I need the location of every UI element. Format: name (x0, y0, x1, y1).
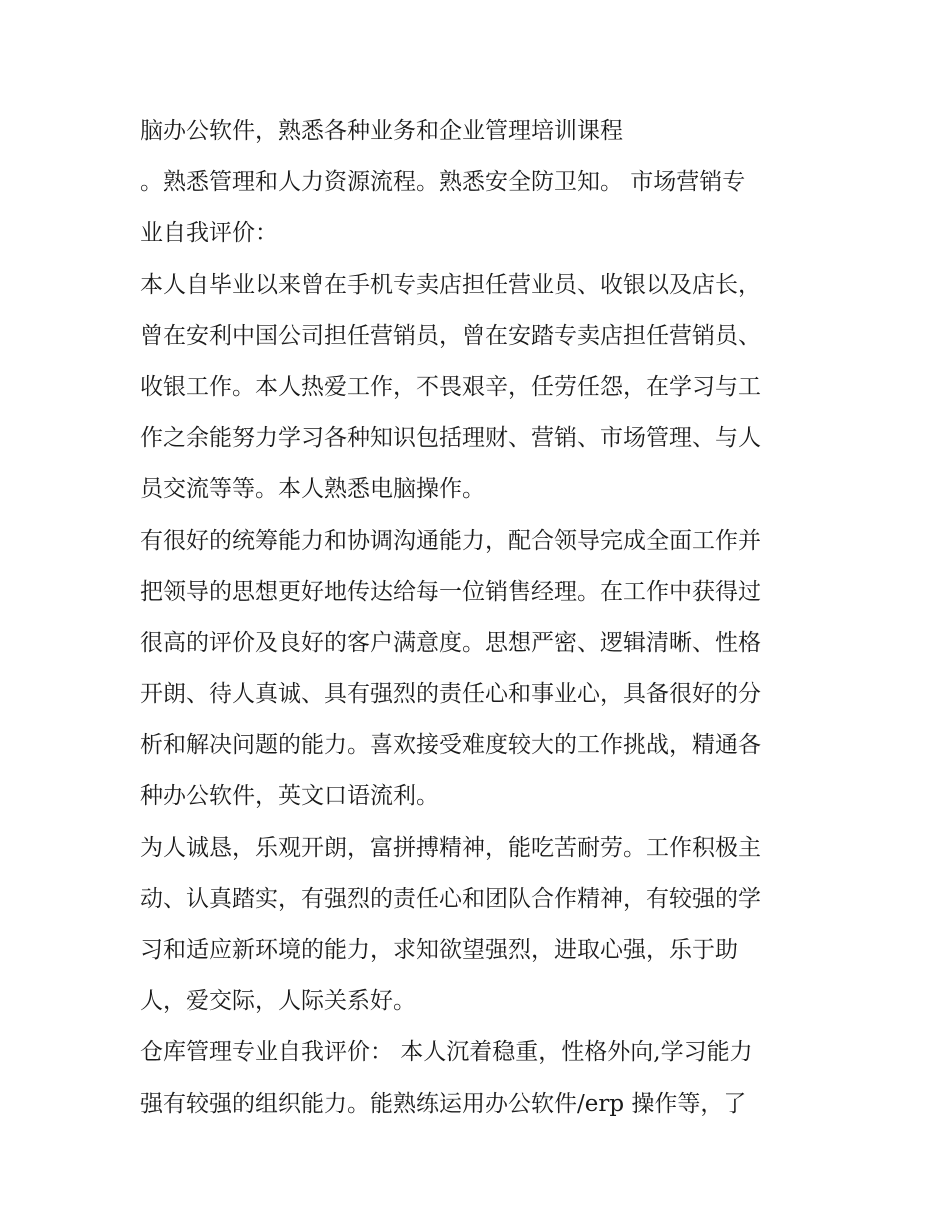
text-line: 员交流等等。本人熟悉电脑操作。 (140, 476, 485, 503)
text-line: 习和适应新环境的能力，求知欲望强烈，进取心强，乐于助 (140, 937, 738, 963)
text-line: 本人自毕业以来曾在手机专卖店担任营业员、收银以及店长， (140, 271, 761, 298)
text-line: 业自我评价： (140, 220, 278, 247)
text-line: 收银工作。本人热爱工作，不畏艰辛，任劳任怨，在学习与工 (140, 373, 761, 400)
text-line: 有很好的统筹能力和协调沟通能力，配合领导完成全面工作并 (140, 527, 761, 554)
text-line: 种办公软件，英文口语流利。 (140, 783, 439, 810)
text-line: 人，爱交际，人际关系好。 (140, 988, 416, 1015)
text-line: 。熟悉管理和人力资源流程。熟悉安全防卫知。 市场营销专 (140, 169, 746, 196)
text-line: 很高的评价及良好的客户满意度。思想严密、逻辑清晰、性格 (140, 629, 761, 656)
text-line: 脑办公软件，熟悉各种业务和企业管理培训课程 (140, 118, 623, 144)
text-line: 仓库管理专业自我评价： 本人沉着稳重，性格外向,学习能力 (140, 1039, 753, 1066)
text-line: 把领导的思想更好地传达给每一位销售经理。在工作中获得过 (140, 578, 761, 605)
text-line: 为人诚恳，乐观开朗，富拼搏精神，能吃苦耐劳。工作积极主 (140, 834, 761, 861)
text-line: 析和解决问题的能力。喜欢接受难度较大的工作挑战，精通各 (140, 732, 761, 759)
text-line: 作之余能努力学习各种知识包括理财、营销、市场管理、与人 (140, 425, 761, 452)
text-line: 开朗、待人真诚、具有强烈的责任心和事业心，具备很好的分 (140, 681, 761, 708)
text-line: 曾在安利中国公司担任营销员，曾在安踏专卖店担任营销员、 (140, 322, 761, 349)
text-line: 动、认真踏实，有强烈的责任心和团队合作精神，有较强的学 (140, 885, 761, 912)
text-line: 强有较强的组织能力。能熟练运用办公软件/erp 操作等，了 (140, 1090, 747, 1117)
document-body (140, 106, 830, 1130)
